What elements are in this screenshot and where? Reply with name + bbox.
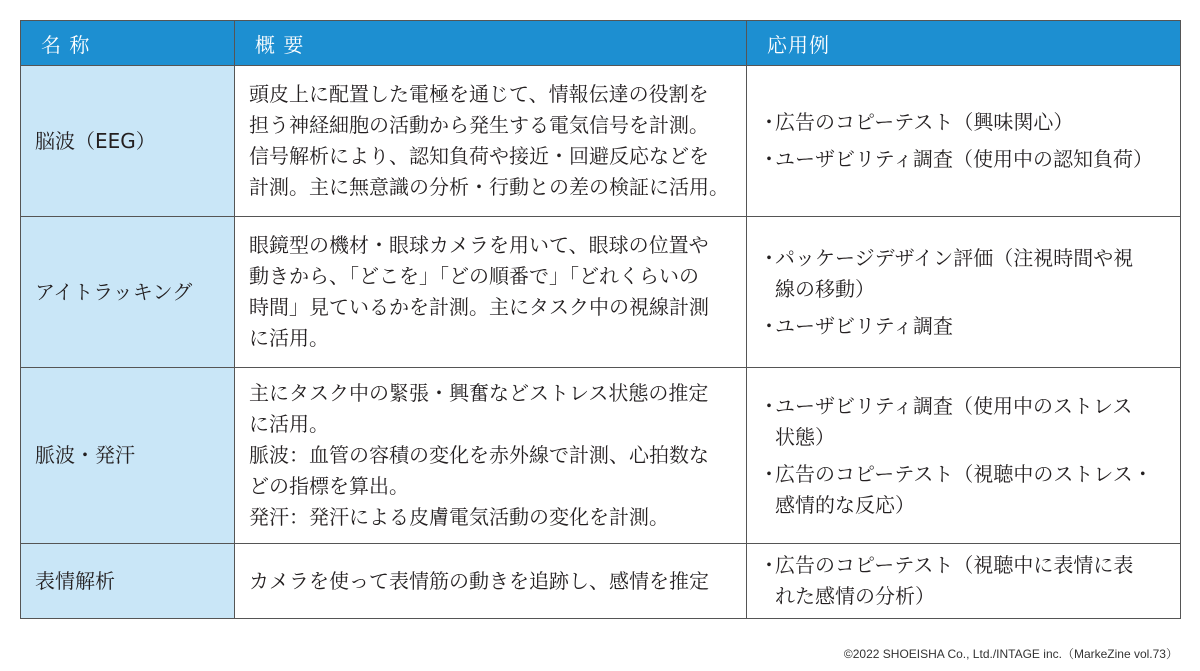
row-summary-text: 眼鏡型の機材・眼球カメラを用いて、眼球の位置や 動きから、「どこを」「どの順番で」「どれくらいの 時間」見ているかを計測。主にタスク中の視線計測 に活用。 xyxy=(249,233,709,350)
row-summary xyxy=(235,66,747,217)
bullet-mark: ・ xyxy=(759,245,779,270)
bullet-mark: ・ xyxy=(759,147,779,171)
row-applications xyxy=(747,368,1181,544)
application-item xyxy=(759,459,1170,521)
header-summary: 概 要 xyxy=(235,21,747,66)
table-row xyxy=(21,544,1181,619)
application-item xyxy=(759,311,1170,342)
row-summary xyxy=(235,217,747,368)
row-summary xyxy=(235,368,747,544)
table-row xyxy=(21,66,1181,217)
application-item xyxy=(759,550,1170,612)
application-item xyxy=(759,107,1170,138)
row-summary-text: カメラを使って表情筋の動きを追跡し、感情を推定 xyxy=(249,568,709,593)
table-row xyxy=(21,217,1181,368)
header-applications: 応用例 xyxy=(747,21,1181,66)
row-summary xyxy=(235,544,747,619)
row-summary-text: 頭皮上に配置した電極を通じて、情報伝達の役割を 担う神経細胞の活動から発生する電気信号を計測。 信号解析により、認知負荷や接近・回避反応などを 計測。主に無意識の分析・行動との差の検証に活用。 xyxy=(249,82,729,199)
biometric-methods-table xyxy=(20,20,1181,619)
bullet-mark: ・ xyxy=(759,110,779,134)
row-name: 脳波（EEG） xyxy=(21,66,235,217)
application-text: 広告のコピーテスト（視聴中のストレス・ 感情的な反応） xyxy=(775,461,1153,517)
bullet-mark: ・ xyxy=(759,553,779,577)
row-summary-text: 主にタスク中の緊張・興奮などストレス状態の推定 に活用。 脈波：血管の容積の変化を赤外線で計測、心拍数な どの指標を算出。 発汗：発汗による皮膚電気活動の変化を計測。 xyxy=(249,381,709,529)
application-text: 広告のコピーテスト（視聴中に表情に表 れた感情の分析） xyxy=(775,553,1134,608)
bullet-mark: ・ xyxy=(759,393,779,418)
application-text: ユーザビリティ調査（使用中の認知負荷） xyxy=(775,147,1153,171)
application-text: パッケージデザイン評価（注視時間や視 線の移動） xyxy=(775,245,1134,301)
application-item xyxy=(759,243,1170,305)
table-header-row xyxy=(21,21,1181,66)
row-applications xyxy=(747,217,1181,368)
bullet-mark: ・ xyxy=(759,313,779,338)
row-applications xyxy=(747,66,1181,217)
bullet-mark: ・ xyxy=(759,461,779,486)
table-row xyxy=(21,368,1181,544)
row-name: アイトラッキング xyxy=(21,217,235,368)
application-text: ユーザビリティ調査（使用中のストレス 状態） xyxy=(775,393,1133,449)
application-item xyxy=(759,144,1170,175)
row-name: 表情解析 xyxy=(21,544,235,619)
application-text: 広告のコピーテスト（興味関心） xyxy=(775,110,1074,134)
row-name: 脈波・発汗 xyxy=(21,368,235,544)
comparison-table-container xyxy=(20,20,1180,619)
copyright-credit: ©2022 SHOEISHA Co., Ltd./INTAGE inc.（MarkeZine vol.73） xyxy=(843,647,1178,661)
header-name: 名 称 xyxy=(21,21,235,66)
application-text: ユーザビリティ調査 xyxy=(775,313,953,338)
application-item xyxy=(759,391,1170,453)
row-applications xyxy=(747,544,1181,619)
